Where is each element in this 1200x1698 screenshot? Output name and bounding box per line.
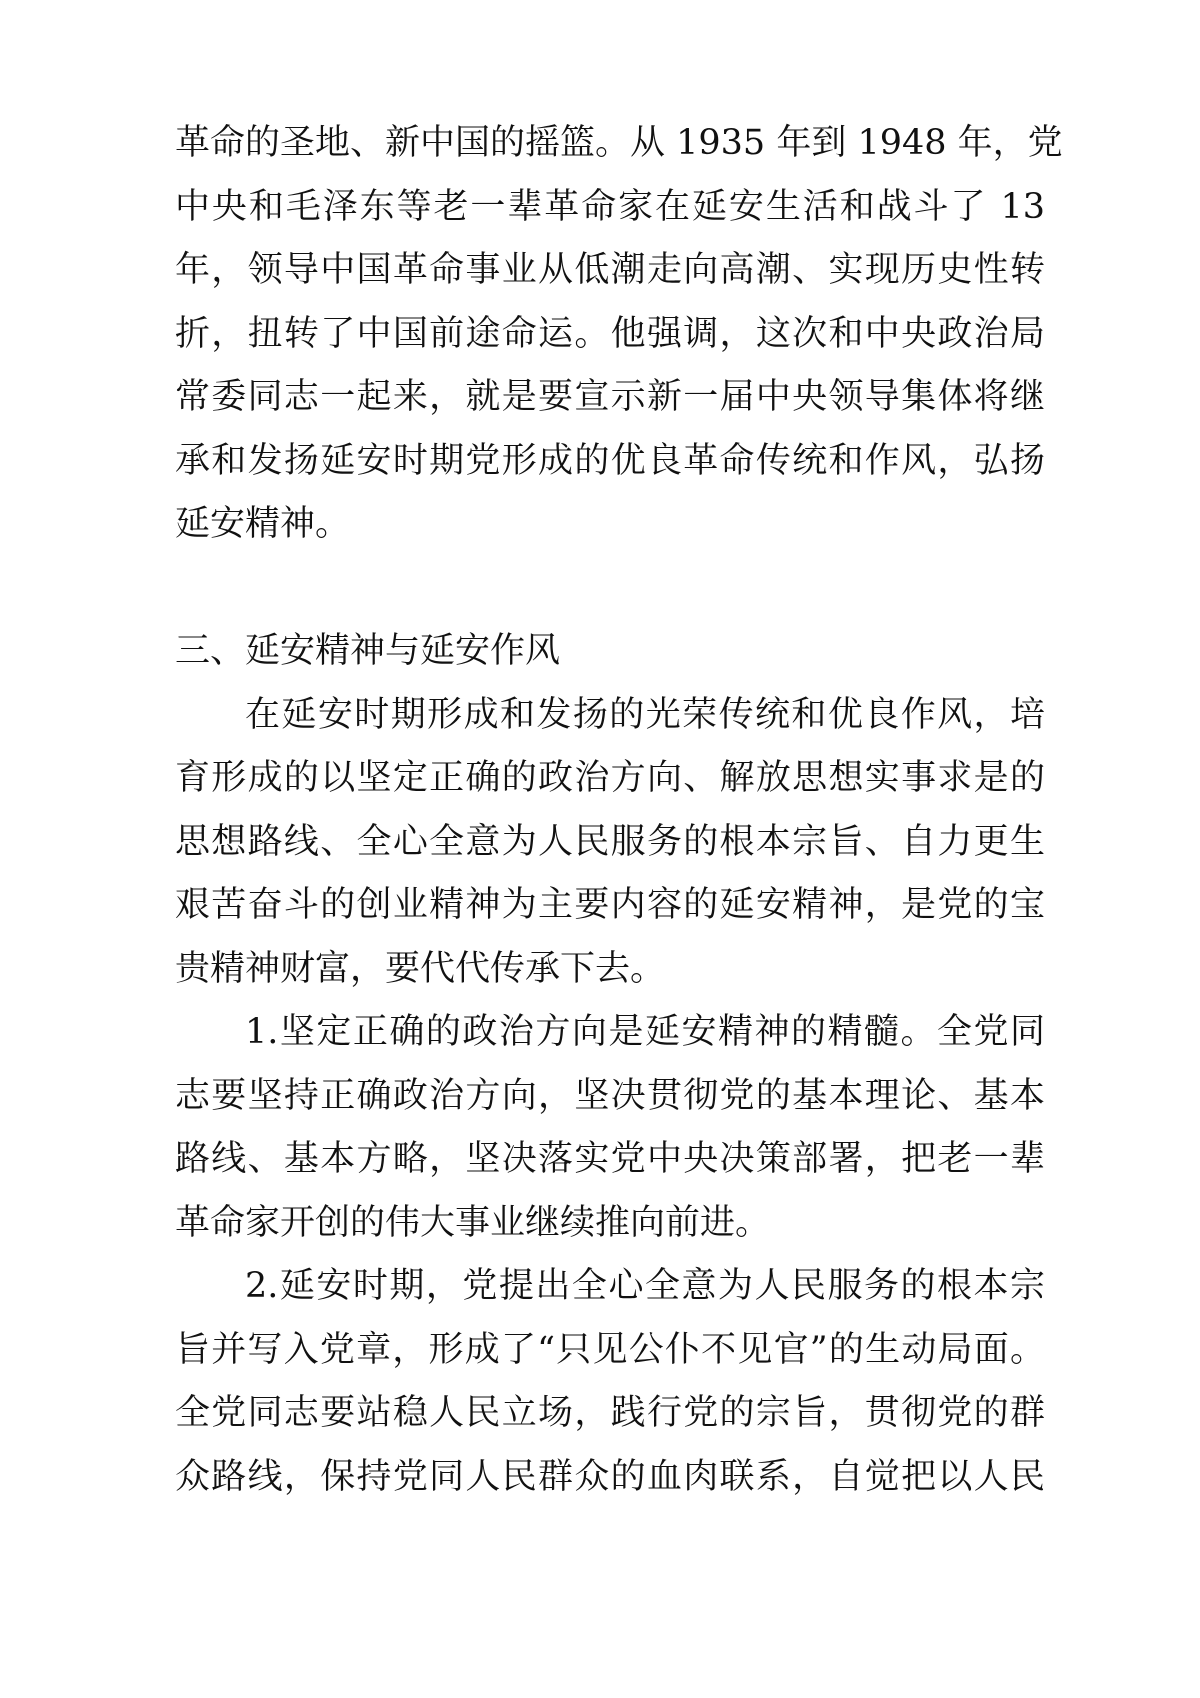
section-heading: 三、延安精神与延安作风 [175,631,561,671]
text-line: 革命家开创的伟大事业继续推向前进。 [175,1202,771,1243]
text-line: 志要坚持正确政治方向，坚决贯彻党的基本理论、基本 [175,1075,1045,1116]
text-line: 常委同志一起来，就是要宣示新一届中央领导集体将继 [175,377,1045,417]
text-line: 全党同志要站稳人民立场，践行党的宗旨，贯彻党的群 [175,1393,1045,1433]
paragraph [175,684,1045,1002]
text-line: 1.坚定正确的政治方向是延安精神的精髓。全党同 [245,1012,1045,1052]
text-line: 在延安时期形成和发扬的光荣传统和优良作风，培 [245,694,1045,735]
paragraph [175,1001,1045,1255]
text-line: 艰苦奋斗的创业精神为主要内容的延安精神，是党的宝 [175,885,1045,925]
text-line: 中央和毛泽东等老一辈革命家在延安生活和战斗了 13 [175,186,1045,227]
text-line: 育形成的以坚定正确的政治方向、解放思想实事求是的 [175,758,1045,798]
text-line: 折，扭转了中国前途命运。他强调，这次和中央政治局 [175,313,1045,354]
text-line: 革命的圣地、新中国的摇篮。从 1935 年到 1948 年，党 [175,123,1063,163]
paragraph [175,112,1063,557]
paragraph [175,1255,1045,1509]
text-line: 思想路线、全心全意为人民服务的根本宗旨、自力更生 [175,821,1045,862]
text-line: 延安精神。 [175,504,351,544]
text-line: 旨并写入党章，形成了“只见公仆不见官”的生动局面。 [175,1329,1045,1370]
paragraph-spacer [175,557,1045,621]
document-page [175,112,1063,1509]
text-line: 贵精神财富，要代代传承下去。 [175,948,666,989]
text-line: 2.延安时期，党提出全心全意为人民服务的根本宗 [245,1266,1045,1306]
text-line: 年，领导中国革命事业从低潮走向高潮、实现历史性转 [175,250,1045,290]
text-line: 承和发扬延安时期党形成的优良革命传统和作风，弘扬 [175,440,1045,481]
text-line: 路线、基本方略，坚决落实党中央决策部署，把老一辈 [175,1139,1045,1179]
text-line: 众路线，保持党同人民群众的血肉联系，自觉把以人民 [175,1456,1045,1497]
